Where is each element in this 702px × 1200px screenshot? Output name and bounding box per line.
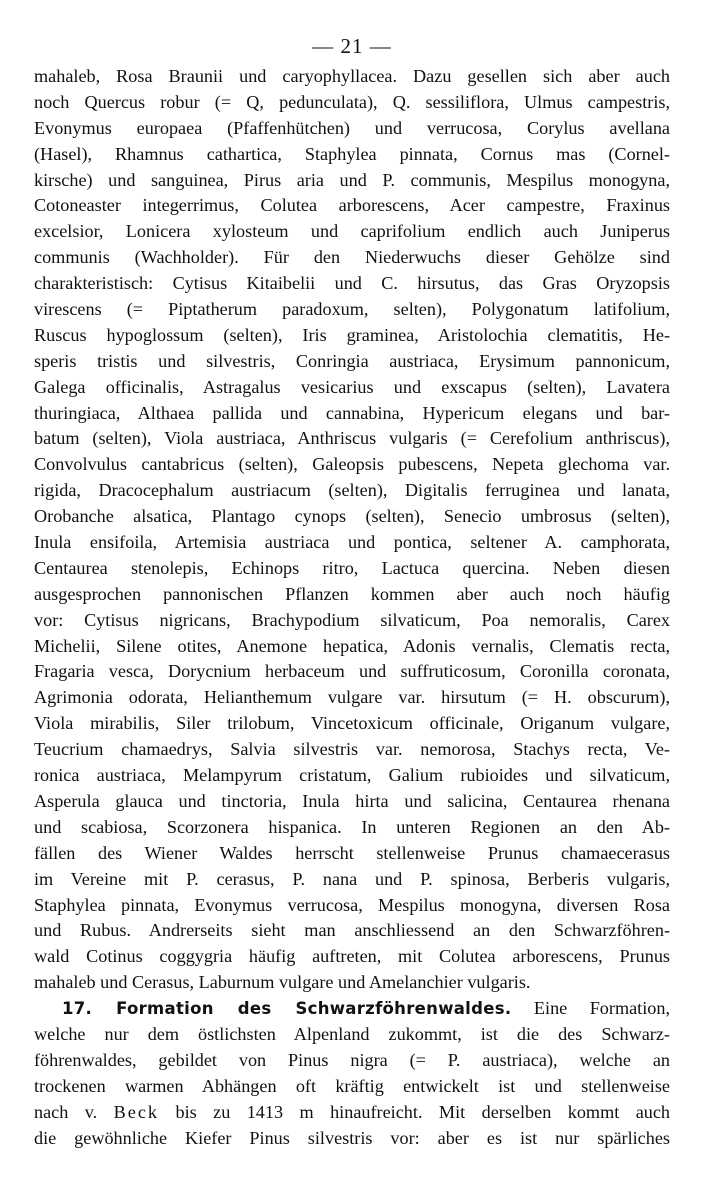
text-line: Viola mirabilis, Siler trilobum, Vincetoxicum officinale, Origanum vulgare, bbox=[34, 713, 670, 734]
section-heading: 17. Formation des Schwarzföhrenwaldes. bbox=[62, 999, 512, 1019]
text-line: mahaleb und Cerasus, Laburnum vulgare und Amelanchier vulgaris. bbox=[34, 972, 531, 993]
section-17 bbox=[34, 996, 670, 1151]
text-line: noch Quercus robur (= Q, pedunculata), Q. sessiliflora, Ulmus campestris, bbox=[34, 91, 670, 112]
text-line: die gewöhnliche Kiefer Pinus silvestris vor: aber es ist nur spärliches bbox=[34, 1127, 670, 1148]
text-line: speris tristis und silvestris, Conringia austriaca, Erysimum pannonicum, bbox=[34, 350, 670, 371]
heading-line-text: Eine Formation, bbox=[533, 998, 670, 1019]
text-line: ronica austriaca, Melampyrum cristatum, Galium rubioides und silvaticum, bbox=[34, 765, 670, 786]
text-line: und Rubus. Andrerseits sieht man anschliessend an den Schwarzföhren- bbox=[34, 920, 670, 941]
text-line: excelsior, Lonicera xylosteum und caprifolium endlich auch Juniperus bbox=[34, 221, 670, 242]
text-line: charakteristisch: Cytisus Kitaibelii und C. hirsutus, das Gras Oryzopsis bbox=[34, 273, 670, 294]
text-line: thuringiaca, Althaea pallida und cannabina, Hypericum elegans und bar- bbox=[34, 402, 670, 423]
text-line: (Hasel), Rhamnus cathartica, Staphylea pinnata, Cornus mas (Cornel- bbox=[34, 143, 670, 164]
text-line: communis (Wachholder). Für den Niederwuchs dieser Gehölze sind bbox=[34, 247, 670, 268]
text-line: Asperula glauca und tinctoria, Inula hirta und salicina, Centaurea rhenana bbox=[34, 790, 670, 811]
paragraph-vegetation bbox=[34, 64, 670, 996]
text-line: trockenen warmen Abhängen oft kräftig entwickelt ist und stellenweise bbox=[34, 1075, 670, 1096]
text-line: föhrenwaldes, gebildet von Pinus nigra (= P. austriaca), welche an bbox=[34, 1049, 670, 1070]
text-line: Convolvulus cantabricus (selten), Galeopsis pubescens, Nepeta glechoma var. bbox=[34, 454, 670, 475]
text-line: Agrimonia odorata, Helianthemum vulgare var. hirsutum (= H. obscurum), bbox=[34, 687, 670, 708]
text-line: fällen des Wiener Waldes herrscht stellenweise Prunus chamaecerasus bbox=[34, 842, 670, 863]
text-line: und scabiosa, Scorzonera hispanica. In unteren Regionen an den Ab- bbox=[34, 816, 670, 837]
text-line: im Vereine mit P. cerasus, P. nana und P. spinosa, Berberis vulgaris, bbox=[34, 868, 670, 889]
text-line: Orobanche alsatica, Plantago cynops (selten), Senecio umbrosus (selten), bbox=[34, 506, 670, 527]
text-line: ausgesprochen pannonischen Pflanzen kommen aber auch noch häufig bbox=[34, 583, 670, 604]
text-line: Teucrium chamaedrys, Salvia silvestris var. nemorosa, Stachys recta, Ve- bbox=[34, 739, 670, 760]
text-run: nach v. bbox=[34, 1101, 98, 1122]
text-line: Ruscus hypoglossum (selten), Iris graminea, Aristolochia clematitis, He- bbox=[34, 324, 670, 345]
text-line: Galega officinalis, Astragalus vesicarius und exscapus (selten), Lavatera bbox=[34, 376, 670, 397]
text-line: batum (selten), Viola austriaca, Anthriscus vulgaris (= Cerefolium anthriscus), bbox=[34, 428, 670, 449]
page-number: — 21 — bbox=[312, 34, 392, 58]
text-line: Staphylea pinnata, Evonymus verrucosa, Mespilus monogyna, diversen Rosa bbox=[34, 894, 670, 915]
text-line: Evonymus europaea (Pfaffenhütchen) und verrucosa, Corylus avellana bbox=[34, 117, 670, 138]
text-line: Inula ensifoila, Artemisia austriaca und pontica, seltener A. camphorata, bbox=[34, 532, 670, 553]
section-heading-line bbox=[34, 996, 670, 1022]
text-line: mahaleb, Rosa Braunii und caryophyllacea. Dazu gesellen sich aber auch bbox=[34, 66, 670, 86]
text-line: virescens (= Piptatherum paradoxum, selten), Polygonatum latifolium, bbox=[34, 299, 670, 320]
text-line: kirsche) und sanguinea, Pirus aria und P. communis, Mespilus monogyna, bbox=[34, 169, 670, 190]
text-run: bis zu 1413 m hinaufreicht. Mit derselben kommt auch bbox=[175, 1101, 670, 1122]
text-line: Michelii, Silene otites, Anemone hepatica, Adonis vernalis, Clematis recta, bbox=[34, 635, 670, 656]
text-line: Cotoneaster integerrimus, Colutea arborescens, Acer campestre, Fraxinus bbox=[34, 195, 670, 216]
author-name: Beck bbox=[113, 1101, 160, 1122]
text-line bbox=[34, 1100, 670, 1126]
text-line: vor: Cytisus nigricans, Brachypodium silvaticum, Poa nemoralis, Carex bbox=[34, 609, 670, 630]
text-line: rigida, Dracocephalum austriacum (selten), Digitalis ferruginea und lanata, bbox=[34, 480, 670, 501]
book-page bbox=[34, 28, 670, 1151]
text-line: wald Cotinus coggygria häufig auftreten, mit Colutea arborescens, Prunus bbox=[34, 946, 670, 967]
text-line: welche nur dem östlichsten Alpenland zukommt, ist die des Schwarz- bbox=[34, 1023, 670, 1044]
text-line: Fragaria vesca, Dorycnium herbaceum und suffruticosum, Coronilla coronata, bbox=[34, 661, 670, 682]
text-line: Centaurea stenolepis, Echinops ritro, Lactuca quercina. Neben diesen bbox=[34, 557, 670, 578]
